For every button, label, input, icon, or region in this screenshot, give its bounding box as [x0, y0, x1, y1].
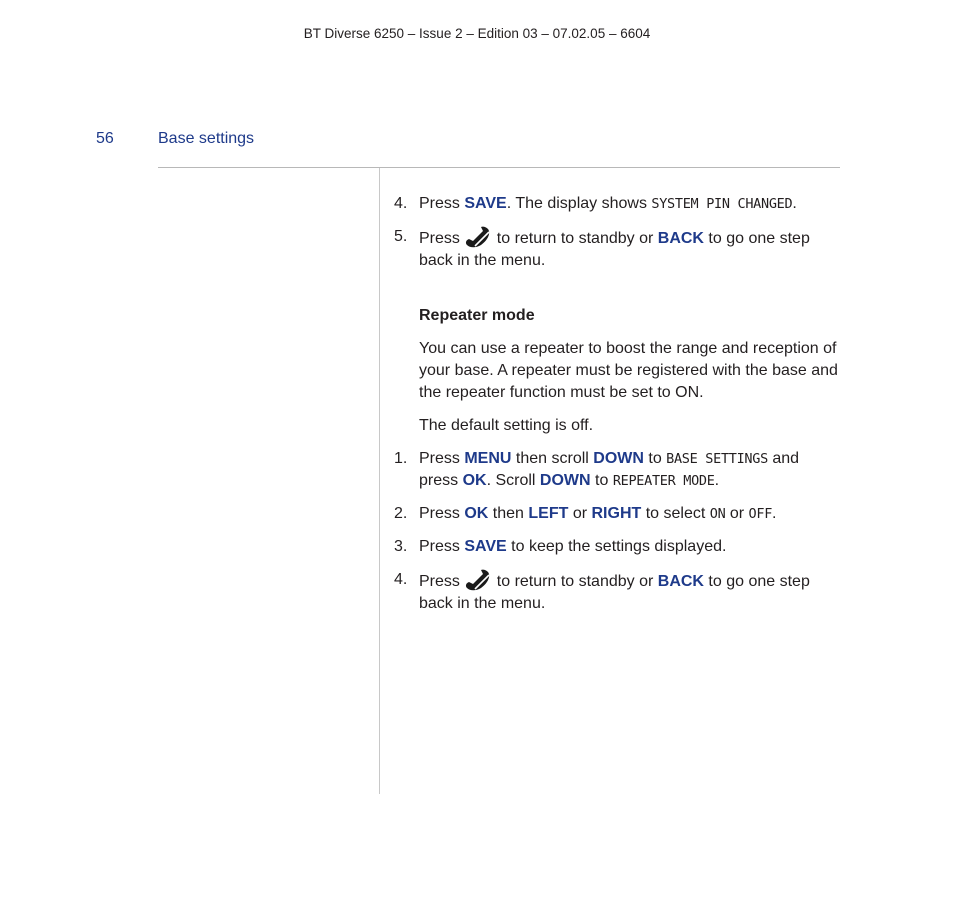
display-text: REPEATER MODE: [612, 473, 715, 489]
step-text: [419, 569, 840, 615]
key-down: DOWN: [593, 450, 644, 467]
key-ok: OK: [462, 472, 487, 489]
step-number: 2.: [394, 505, 408, 522]
step-number: 5.: [394, 228, 408, 245]
key-back: BACK: [657, 573, 704, 590]
end-call-handset-icon: [464, 569, 492, 591]
key-ok: OK: [464, 505, 489, 522]
instruction-step: [394, 503, 840, 525]
page-number: 56: [96, 130, 114, 147]
document-info-header: BT Diverse 6250 – Issue 2 – Edition 03 – 07.02.05 – 6604: [303, 26, 651, 41]
text-run: Press: [419, 538, 465, 555]
paragraph: You can use a repeater to boost the range and reception of your base. A repeater must be registered with the base and the repeater function must be set to ON.: [419, 340, 838, 401]
paragraph: The default setting is off.: [419, 417, 594, 434]
instruction-step: [394, 226, 840, 272]
instruction-step: [394, 193, 840, 215]
step-number: 3.: [394, 538, 408, 555]
text-run: to: [590, 472, 613, 489]
text-run: to keep the settings displayed.: [506, 538, 727, 555]
header-divider: [158, 167, 840, 168]
key-right: RIGHT: [591, 505, 642, 522]
text-run: . Scroll: [486, 472, 540, 489]
text-run: or: [725, 505, 749, 522]
step-text: [419, 503, 840, 525]
text-run: to go one step back in the menu.: [419, 573, 810, 612]
text-run: to: [643, 450, 667, 467]
display-text: OFF: [748, 506, 773, 522]
key-menu: MENU: [464, 450, 512, 467]
instruction-step: [394, 569, 840, 615]
text-run: Press: [419, 195, 465, 212]
text-run: then scroll: [511, 450, 594, 467]
instructions-column: [394, 193, 840, 626]
text-run: Press: [419, 230, 465, 247]
key-left: LEFT: [528, 505, 569, 522]
text-run: Press: [419, 450, 465, 467]
display-text: BASE SETTINGS: [666, 451, 768, 467]
text-run: to select: [641, 505, 710, 522]
text-run: Press: [419, 505, 465, 522]
instruction-step: [394, 536, 840, 558]
display-text: ON: [709, 506, 726, 522]
text-run: and press: [419, 450, 800, 489]
column-divider: [379, 168, 380, 794]
text-run: then: [488, 505, 529, 522]
step-number: 4.: [394, 195, 408, 212]
text-run: .: [714, 472, 720, 489]
text-run: .: [772, 505, 777, 522]
step-text: [419, 193, 840, 215]
text-run: to return to standby or: [492, 230, 658, 247]
section-title: Base settings: [158, 130, 255, 147]
key-save: SAVE: [464, 538, 507, 555]
key-back: BACK: [657, 230, 704, 247]
instruction-step: [394, 448, 840, 492]
step-number: 4.: [394, 571, 408, 588]
text-run: .: [792, 195, 797, 212]
text-run: to return to standby or: [492, 573, 658, 590]
step-number: 1.: [394, 450, 408, 467]
step-text: [419, 536, 840, 558]
text-run: Press: [419, 573, 465, 590]
key-save: SAVE: [464, 195, 507, 212]
step-text: [419, 448, 840, 492]
end-call-handset-icon: [464, 226, 492, 248]
display-text: SYSTEM PIN CHANGED: [651, 196, 793, 212]
step-text: [419, 226, 840, 272]
text-run: or: [568, 505, 592, 522]
text-run: to go one step back in the menu.: [419, 230, 810, 269]
section-heading: Repeater mode: [419, 307, 535, 324]
text-run: . The display shows: [506, 195, 652, 212]
key-down: DOWN: [539, 472, 591, 489]
